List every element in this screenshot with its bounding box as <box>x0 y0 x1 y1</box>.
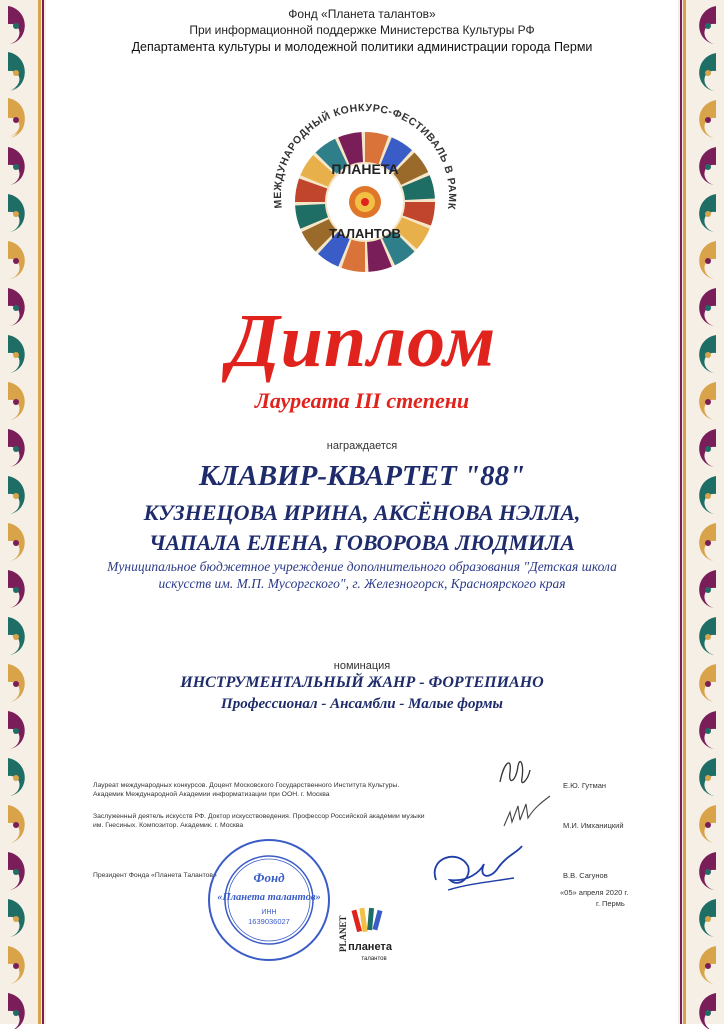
jury-1-description <box>93 781 399 799</box>
ornament-dot <box>705 916 711 922</box>
ornament-dot <box>705 822 711 828</box>
festival-logo-graphic <box>262 90 468 296</box>
logo-word-talents: ТАЛАНТОВ <box>329 226 401 241</box>
members-line-1: КУЗНЕЦОВА ИРИНА, АКСЁНОВА НЭЛЛА, <box>143 500 581 525</box>
stamp-graphic <box>207 838 331 962</box>
ornament-dot <box>705 775 711 781</box>
stamp-center-mid: «Планета талантов» <box>217 892 321 903</box>
jury-3-description <box>93 871 217 880</box>
stamp-inn: 1639036027 <box>248 917 290 926</box>
small-planet-logo <box>340 900 400 970</box>
ornament-dot <box>705 211 711 217</box>
diploma-degree: Лауреата III степени <box>254 388 470 413</box>
logo-ring-text: МЕЖДУНАРОДНЫЙ КОНКУРС-ФЕСТИВАЛЬ В РАМК <box>271 102 459 211</box>
small-logo-ru2: талантов <box>361 956 387 962</box>
ornament-dot <box>13 728 19 734</box>
ornament-dot <box>13 775 19 781</box>
ornament-dot <box>13 164 19 170</box>
foundation-stamp <box>207 838 331 962</box>
small-logo-planet: PLANET <box>338 915 348 952</box>
jury-3-name: В.В. Сагунов <box>563 871 608 880</box>
jury-3-desc-line-1: Президент Фонда «Планета Талантов» <box>93 872 217 879</box>
ornament-dot <box>705 1010 711 1016</box>
ornament-dot <box>13 1010 19 1016</box>
ornament-dot <box>705 117 711 123</box>
ornament-dot <box>705 634 711 640</box>
nomination-value: ИНСТРУМЕНТАЛЬНЫЙ ЖАНР - ФОРТЕПИАНО <box>180 674 544 691</box>
small-planet-logo-graphic <box>340 900 400 970</box>
institution-line-1: Муниципальное бюджетное учреждение дополнительного образования "Детская школа <box>107 559 617 574</box>
jury-1-name: Е.Ю. Гутман <box>563 781 607 790</box>
ornament-dot <box>13 70 19 76</box>
header-line-foundation: Фонд «Планета талантов» <box>288 7 436 21</box>
ornament-dot <box>13 634 19 640</box>
stamp-center-top: Фонд <box>253 870 285 885</box>
ornament-dot <box>705 493 711 499</box>
jury-1-desc-line-2: Академик Международной Академии информатизации при ООН. г. Москва <box>93 791 330 798</box>
ornament-dot <box>705 258 711 264</box>
ornament-dot <box>705 70 711 76</box>
jury-2-name: М.И. Имханицкий <box>563 821 624 830</box>
ornament-dot <box>13 117 19 123</box>
ornament-dot <box>13 963 19 969</box>
date-line: «05» апреля 2020 г. <box>560 888 629 897</box>
header-line-department: Департамента культуры и молодежной политики администрации города Перми <box>131 40 593 54</box>
ornament-dot <box>13 493 19 499</box>
ornament-dot <box>13 822 19 828</box>
signature-gutman <box>490 752 550 794</box>
signature-sagunov <box>428 838 524 898</box>
ornament-dot <box>705 728 711 734</box>
signature-imkhanitsky <box>498 792 554 832</box>
category-value: Профессионал - Ансамбли - Малые формы <box>221 696 503 712</box>
ornament-dot <box>705 963 711 969</box>
small-logo-ru: планета <box>348 941 392 953</box>
ensemble-name: КЛАВИР-КВАРТЕТ "88" <box>198 460 526 492</box>
diploma-title: Диплом <box>227 299 497 383</box>
ornament-dot <box>705 164 711 170</box>
ornament-dot <box>13 869 19 875</box>
ornament-dot <box>705 869 711 875</box>
members-line-2: ЧАПАЛА ЕЛЕНА, ГОВОРОВА ЛЮДМИЛА <box>149 530 575 555</box>
city-line: г. Пермь <box>596 899 625 908</box>
ornament-dot <box>13 258 19 264</box>
ornament-dot <box>13 211 19 217</box>
jury-2-description <box>93 812 425 830</box>
logo-word-planet: ПЛАНЕТА <box>331 161 399 177</box>
jury-2-desc-line-1: Заслуженный деятель искусств РФ. Доктор искусствоведения. Профессор Российской академии музыки <box>93 813 425 820</box>
stamp-inn-label: ИНН <box>261 909 277 916</box>
awarded-label: награждается <box>326 440 398 452</box>
header-line-ministry: При информационной поддержке Министерства Культуры РФ <box>189 23 535 37</box>
festival-logo <box>262 90 468 296</box>
ornament-dot <box>13 916 19 922</box>
institution-line-2: искусств им. М.П. Мусоргского", г. Железногорск, Красноярского края <box>158 576 566 591</box>
jury-1-desc-line-1: Лауреат международных конкурсов. Доцент Московского Государственного Института Культуры. <box>93 782 400 789</box>
jury-2-desc-line-2: им. Гнесиных. Композитор. Академик. г. Москва <box>93 822 244 829</box>
nomination-label: номинация <box>333 660 391 672</box>
